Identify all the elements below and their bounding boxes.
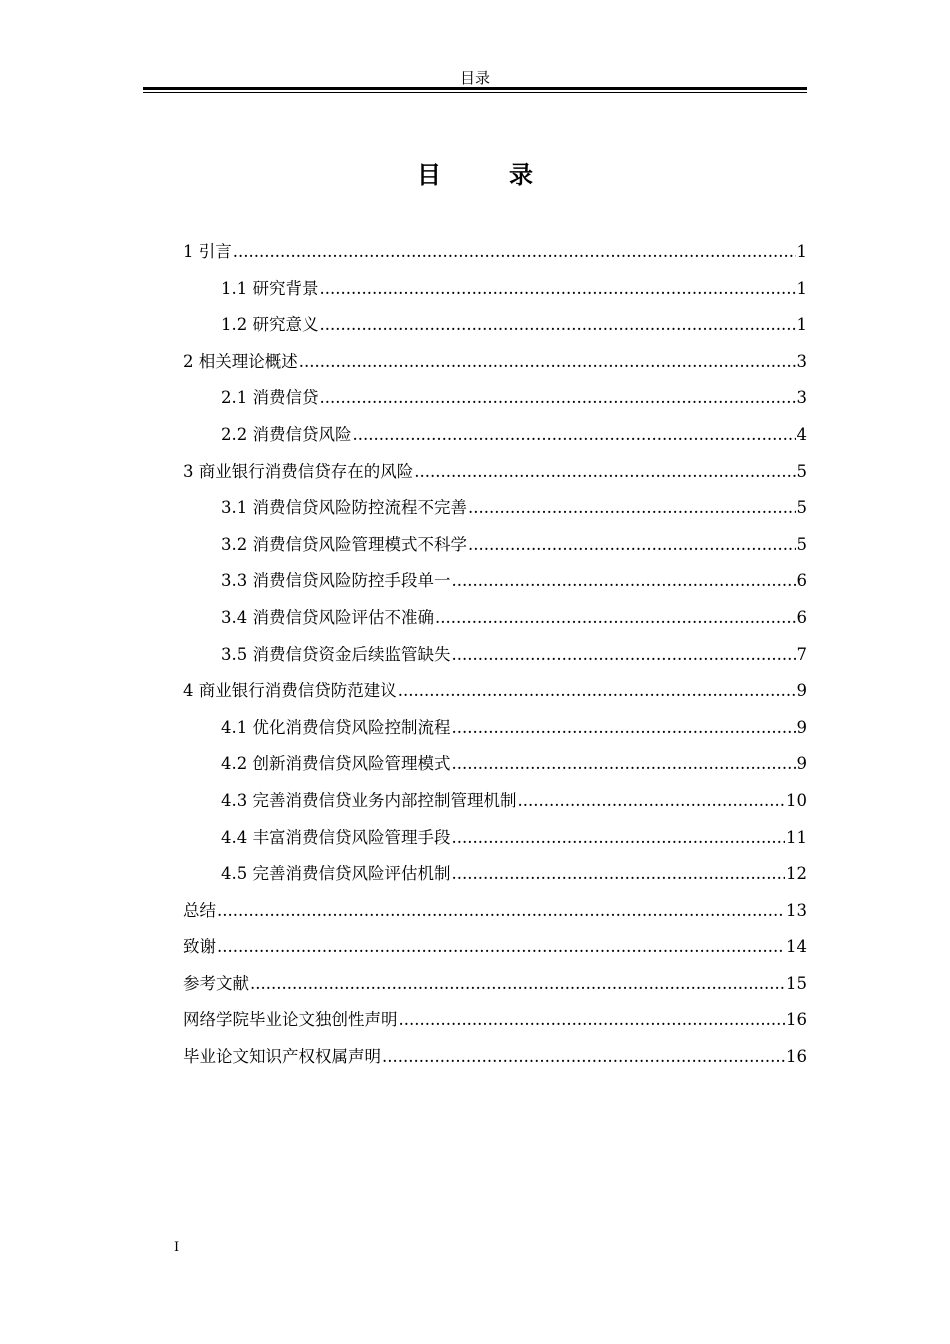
toc-entry[interactable] <box>183 820 807 857</box>
toc-dot-leader <box>217 893 785 930</box>
toc-dot-leader <box>382 1039 785 1076</box>
toc-entry-page: 16 <box>786 1010 807 1030</box>
toc-dot-leader <box>452 856 786 893</box>
table-of-contents <box>183 234 807 1076</box>
toc-entry[interactable] <box>183 490 807 527</box>
toc-entry[interactable] <box>183 307 807 344</box>
toc-dot-leader <box>320 380 796 417</box>
toc-entry-title: 4 商业银行消费信贷防范建议 <box>183 681 397 701</box>
toc-dot-leader <box>468 490 796 527</box>
toc-entry[interactable] <box>183 344 807 381</box>
toc-entry-title: 2 相关理论概述 <box>183 351 298 371</box>
toc-entry-title: 3.4 消费信贷风险评估不准确 <box>221 607 434 627</box>
toc-dot-leader <box>452 746 796 783</box>
toc-entry[interactable] <box>183 271 807 308</box>
toc-entry-title: 3.3 消费信贷风险防控手段单一 <box>221 571 451 591</box>
toc-dot-leader <box>452 820 786 857</box>
toc-entry-page: 5 <box>796 461 807 481</box>
toc-dot-leader <box>299 344 796 381</box>
toc-dot-leader <box>435 600 796 637</box>
toc-dot-leader <box>468 527 796 564</box>
toc-entry-page: 6 <box>796 607 807 627</box>
toc-entry-page: 3 <box>796 351 807 371</box>
toc-dot-leader <box>452 710 796 747</box>
toc-entry-title: 3.5 消费信贷资金后续监管缺失 <box>221 644 451 664</box>
toc-entry-page: 5 <box>796 534 807 554</box>
toc-entry-page: 9 <box>796 754 807 774</box>
toc-entry-page: 11 <box>786 827 807 847</box>
toc-entry-title: 4.2 创新消费信贷风险管理模式 <box>221 754 451 774</box>
toc-dot-leader <box>217 929 785 966</box>
toc-entry[interactable] <box>183 710 807 747</box>
toc-entry[interactable] <box>183 893 807 930</box>
running-header: 目录 <box>459 69 490 87</box>
toc-entry[interactable] <box>183 1039 807 1076</box>
toc-entry-title: 网络学院毕业论文独创性声明 <box>183 1010 398 1030</box>
toc-entry-title: 3.2 消费信贷风险管理模式不科学 <box>221 534 467 554</box>
toc-entry-page: 16 <box>786 1047 807 1067</box>
toc-dot-leader <box>320 307 796 344</box>
header-rule <box>143 87 807 93</box>
toc-entry[interactable] <box>183 673 807 710</box>
toc-entry-page: 1 <box>796 242 807 261</box>
toc-entry-page: 13 <box>786 900 807 920</box>
toc-entry-title: 1.2 研究意义 <box>221 315 319 335</box>
toc-entry-title: 4.1 优化消费信贷风险控制流程 <box>221 717 451 737</box>
toc-entry[interactable] <box>183 417 807 454</box>
toc-entry-page: 4 <box>796 424 807 444</box>
toc-entry[interactable] <box>183 234 807 271</box>
toc-entry-title: 致谢 <box>183 937 216 957</box>
toc-dot-leader <box>250 966 785 1003</box>
toc-entry[interactable] <box>183 600 807 637</box>
toc-entry-title: 4.3 完善消费信贷业务内部控制管理机制 <box>221 790 517 810</box>
toc-entry[interactable] <box>183 929 807 966</box>
toc-entry-page: 10 <box>786 790 807 810</box>
toc-entry-page: 15 <box>786 973 807 993</box>
toc-entry-title: 4.5 完善消费信贷风险评估机制 <box>221 864 451 884</box>
toc-entry-page: 14 <box>786 937 807 957</box>
toc-entry-page: 12 <box>786 864 807 884</box>
toc-entry-title: 2.2 消费信贷风险 <box>221 424 352 444</box>
toc-entry[interactable] <box>183 783 807 820</box>
toc-entry[interactable] <box>183 637 807 674</box>
toc-entry-page: 6 <box>796 571 807 591</box>
toc-dot-leader <box>518 783 786 820</box>
toc-entry[interactable] <box>183 527 807 564</box>
toc-entry-page: 5 <box>796 498 807 518</box>
page-title: 目 录 <box>417 160 555 189</box>
toc-entry-title: 1.1 研究背景 <box>221 278 319 298</box>
toc-entry[interactable] <box>183 856 807 893</box>
toc-entry-title: 2.1 消费信贷 <box>221 388 319 408</box>
toc-dot-leader <box>452 563 796 600</box>
toc-entry-page: 1 <box>796 278 807 298</box>
toc-dot-leader <box>233 234 796 271</box>
toc-dot-leader <box>353 417 796 454</box>
toc-entry[interactable] <box>183 563 807 600</box>
toc-entry[interactable] <box>183 746 807 783</box>
toc-entry-title: 参考文献 <box>183 973 249 993</box>
toc-entry-title: 总结 <box>183 900 216 920</box>
toc-entry-page: 9 <box>796 681 807 701</box>
toc-entry-page: 7 <box>796 644 807 664</box>
toc-entry-title: 4.4 丰富消费信贷风险管理手段 <box>221 827 451 847</box>
toc-entry[interactable] <box>183 380 807 417</box>
toc-entry-title: 毕业论文知识产权权属声明 <box>183 1047 381 1067</box>
toc-dot-leader <box>414 454 795 491</box>
toc-entry-page: 1 <box>796 315 807 335</box>
page-number: I <box>174 1240 180 1255</box>
toc-entry[interactable] <box>183 454 807 491</box>
toc-entry-page: 9 <box>796 717 807 737</box>
toc-dot-leader <box>452 637 796 674</box>
toc-dot-leader <box>399 1002 786 1039</box>
toc-dot-leader <box>320 271 796 308</box>
toc-entry[interactable] <box>183 966 807 1003</box>
toc-entry-title: 3.1 消费信贷风险防控流程不完善 <box>221 498 467 518</box>
toc-entry[interactable] <box>183 1002 807 1039</box>
toc-entry-page: 3 <box>796 388 807 408</box>
toc-entry-title: 3 商业银行消费信贷存在的风险 <box>183 461 414 481</box>
toc-dot-leader <box>398 673 796 710</box>
toc-entry-title: 1 引言 <box>183 242 232 261</box>
